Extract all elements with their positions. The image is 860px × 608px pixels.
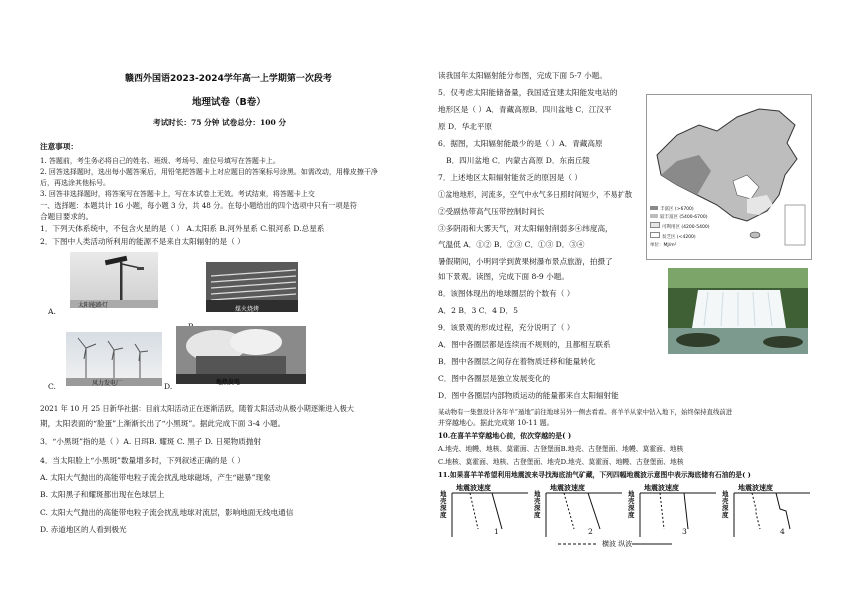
q10-options-cd: C.地核、莫霍面、地核、古登堡面、地壳D.地壳、莫霍面、地幔、古登堡面、地核 bbox=[438, 458, 684, 466]
q7: 7．上述地区太阳辐射能贫乏的原因是（ ） bbox=[438, 173, 582, 182]
q5-line2: 地形区是（ ）A．青藏高原B．四川盆地 C．江汉平 bbox=[438, 105, 612, 114]
option-c-label: C. bbox=[48, 382, 56, 391]
passage2-line2: 如下景观。读图，完成下面 8-9 小题。 bbox=[438, 272, 569, 281]
q11: 11.如果喜羊羊希望利用地震波来寻找海底油气矿藏，下列四幅地震波示意图中表示海底储有石油的是( ) bbox=[438, 471, 751, 479]
map-intro: 读我国年太阳辐射能分布图，完成下面 5-7 小题。 bbox=[438, 71, 607, 80]
question-3: 3．“小黑斑”指的是（ ）A. 日珥B. 耀斑 C. 黑子 D. 日冕物质抛射 bbox=[40, 437, 262, 446]
legend-fairly-rich: 较丰富区 (5400-6700) bbox=[650, 214, 709, 222]
q4-option-a: A. 太阳大气抛出的高能带电粒子流会扰乱地球磁场，产生“磁暴”现象 bbox=[40, 473, 271, 482]
seismic-wave-diagrams bbox=[438, 483, 818, 549]
paper-title: 地理试卷（B卷） bbox=[192, 97, 266, 108]
option-a-label: A. bbox=[48, 307, 56, 316]
caption-c: 风力发电厂 bbox=[92, 380, 123, 387]
q10-options-ab: A.地壳、地幔、地核、莫霍面、古登堡面B.地壳、古登堡面、地幔、莫霍面、地核 bbox=[438, 445, 684, 453]
question-2: 2．下图中人类活动所利用的能源不是来自太阳辐射的是（ ） bbox=[40, 237, 245, 246]
q7-opt1: ①盆地地形，河流多，空气中水气多日照时间短少，不易扩散 bbox=[438, 190, 633, 199]
q9-option-b: B．图中各圈层之间存在着物质迁移和能量转化 bbox=[438, 357, 596, 366]
question-4: 4．当太阳脸上“小黑斑”数量增多时，下列叙述正确的是（ ） bbox=[40, 456, 245, 465]
note-2b: 后，再选涂其他标号。 bbox=[40, 179, 110, 187]
seismic-chart-1: 地震波速度 地壳深度 1 bbox=[440, 483, 530, 539]
q8-options: A．2 B．3 C．4 D．5 bbox=[438, 306, 518, 315]
seismic-chart-2: 地震波速度 地壳深度 2 bbox=[534, 483, 624, 539]
passage3-line1: 某动物有一集想设计各年羊“遁地”前往地球另外一侧去看看。喜羊羊从家中钻入地下，始终保持直线前进 bbox=[438, 408, 733, 416]
q7-opt3: ③多阴雨和大雾天气，对太阳辐射削弱多④纬度高， bbox=[438, 224, 613, 233]
legend-rich: 丰富区 (>6700) bbox=[650, 206, 709, 214]
map-unit: 单位：MJ/m² bbox=[650, 243, 677, 248]
geothermal-power-image bbox=[176, 326, 306, 384]
q10: 10.在喜羊羊穿越地心前，依次穿越的是( ) bbox=[438, 431, 572, 440]
q5-line1: 5．仅考虑太阳能储备量，我国适宜建太阳能发电站的 bbox=[438, 88, 618, 97]
q9: 9．该景观的形成过程，充分说明了（ ） bbox=[438, 323, 575, 332]
passage3-line2: 并穿越地心。据此完成第 10-11 题。 bbox=[438, 419, 554, 427]
passage1-line1: 2021 年 10 月 25 日新华社据：目前太阳活动正在逐渐活跃，随着太阳活动从极小期逐渐进入极大 bbox=[40, 404, 354, 413]
waterfall-photo bbox=[668, 268, 808, 354]
note-3: 3. 回答非选择题时，将答案写在答题卡上，写在本试卷上无效。考试结束，将答题卡上交 bbox=[40, 190, 315, 198]
passage2-line1: 暑假期间，小明同学到黄果树瀑布景点旅游，拍摄了 bbox=[438, 257, 613, 266]
seismic-legend: 横波 纵波 bbox=[602, 540, 633, 548]
legend-poor: 贫乏区 (<4200) bbox=[650, 232, 709, 242]
q4-option-c: C. 太阳大气抛出的高能带电粒子流会扰乱地球对流层，影响地面无线电通信 bbox=[40, 508, 294, 517]
caption-b: 煤火烧烤 bbox=[235, 306, 260, 313]
q6-line1: 6．据图，太阳辐射能最少的是（ ）A．青藏高原 bbox=[438, 139, 603, 148]
q8: 8．该图体现出的地球圈层的个数有（ ） bbox=[438, 289, 575, 298]
caption-a: 太阳能路灯 bbox=[78, 302, 109, 309]
seismic-chart-3: 地震波速度 地壳深度 3 bbox=[628, 483, 687, 536]
map-legend bbox=[650, 206, 709, 250]
option-d-label: D. bbox=[164, 382, 173, 391]
question-1: 1．下列天体系统中，不包含火星的是（ ） A.太阳系 B.河外星系 C.银河系 D.总星系 bbox=[40, 224, 325, 233]
q9-option-d: D．图中各圈层内部物质运动的能量都来自太阳辐射能 bbox=[438, 391, 619, 400]
section1-line1: 一、选择题：本题共计 16 小题，每小题 3 分，共 48 分。在每小题给出的四个选项中只有一项是符 bbox=[40, 201, 357, 210]
q6-line2: B．四川盆地 C．内蒙古高原 D．东南丘陵 bbox=[446, 156, 590, 165]
exam-title: 赣西外国语2023-2024学年高一上学期第一次段考 bbox=[125, 74, 332, 84]
q4-option-b: B. 太阳黑子和耀斑都出现在色球层上 bbox=[40, 490, 165, 499]
passage1-line2: 期，太阳表面的“脸蛋”上渐渐长出了“小黑斑”。据此完成下面 3-4 小题。 bbox=[40, 419, 286, 428]
notes-heading: 注意事项： bbox=[40, 142, 78, 151]
q9-option-a: A．图中各圈层都是连续而不规则的，且都相互联系 bbox=[438, 340, 611, 349]
note-2: 2. 回答选择题时，选出每小题答案后，用铅笔把答题卡上对应题目的答案标号涂黑。如需改动，用橡皮擦干净 bbox=[40, 168, 378, 176]
q7-opt2: ②受副热带高气压带控制时间长 bbox=[438, 207, 545, 216]
q4-option-d: D. 赤道地区的人看到极光 bbox=[40, 525, 127, 534]
q9-option-c: C．图中各圈层是独立发展变化的 bbox=[438, 374, 551, 383]
section1-line2: 合题目要求的。 bbox=[40, 212, 94, 221]
q7-opt4: 气温低 A．①② B．②③ C．①③ D．③④ bbox=[438, 240, 585, 249]
q5-line3: 原 D．华北平原 bbox=[438, 122, 493, 131]
caption-d: 地热发电 bbox=[216, 379, 241, 386]
seismic-chart-4: 地震波速度 地壳深度 4 bbox=[722, 483, 814, 539]
exam-time-score: 考试时长：75 分钟 试卷总分：100 分 bbox=[153, 118, 287, 127]
note-1: 1. 答题前，考生务必将自己的姓名、班级、考场号、座位号填写在答题卡上。 bbox=[40, 157, 280, 165]
legend-usable: 可利用区 (4200-5400) bbox=[650, 222, 709, 232]
